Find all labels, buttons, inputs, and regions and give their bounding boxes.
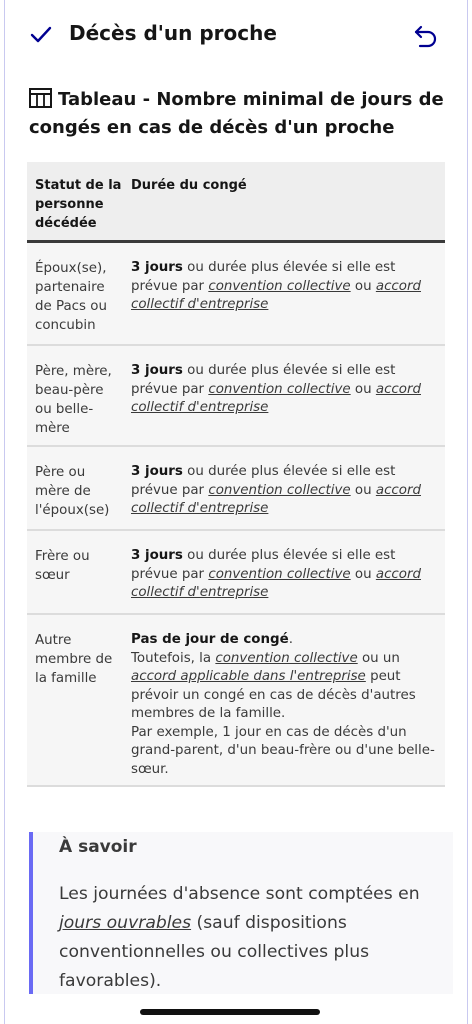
table-row <box>27 447 445 531</box>
convention-collective-link[interactable]: convention collective <box>208 482 351 498</box>
table-row <box>27 615 445 787</box>
table-heading-text: Tableau - Nombre minimal de jours de congés en cas de décès d'un proche <box>29 89 444 138</box>
column-header-status: Statut de la personne décédée <box>35 178 122 231</box>
duration-cell <box>131 362 443 418</box>
status-cell: Père, mère, beau-père ou belle-mère <box>35 364 112 436</box>
table-icon <box>29 88 52 108</box>
duration-value: Pas de jour de congé <box>131 632 289 647</box>
connector-text: ou <box>350 566 376 582</box>
table-header-row <box>27 162 445 243</box>
jours-ouvrables-link[interactable]: jours ouvrables <box>59 913 192 933</box>
callout-text <box>59 880 439 996</box>
app-frame <box>4 0 468 1024</box>
connector-text: ou <box>350 482 376 498</box>
duration-text: Toutefois, la <box>131 650 216 666</box>
connector-text: ou <box>350 381 376 397</box>
undo-icon[interactable] <box>413 22 439 48</box>
duration-text: peut prévoir un congé en cas de décès d'autres membres de la famille. <box>131 669 416 721</box>
accord-collectif-link[interactable]: accord collectif d'entreprise <box>131 566 421 600</box>
duration-value: 3 jours <box>131 363 183 378</box>
duration-value: 3 jours <box>131 548 183 563</box>
column-header-duration: Durée du congé <box>131 178 247 193</box>
status-cell: Époux(se), partenaire de Pacs ou concubin <box>35 261 107 333</box>
duration-cell <box>131 631 443 779</box>
accord-collectif-link[interactable]: accord collectif d'entreprise <box>131 278 421 312</box>
a-savoir-callout <box>29 832 453 994</box>
status-cell: Frère ou sœur <box>35 549 90 583</box>
home-indicator[interactable] <box>140 1009 320 1015</box>
duration-cell <box>131 463 443 519</box>
duration-cell <box>131 259 443 315</box>
accord-collectif-link[interactable]: accord collectif d'entreprise <box>131 482 421 516</box>
leave-table <box>27 162 445 787</box>
accord-collectif-link[interactable]: accord collectif d'entreprise <box>131 381 421 415</box>
duration-value: 3 jours <box>131 260 183 275</box>
duration-text: ou durée plus élevée si elle est prévue par <box>131 363 396 397</box>
table-row <box>27 531 445 615</box>
duration-value: 3 jours <box>131 464 183 479</box>
convention-collective-link[interactable]: convention collective <box>208 566 351 582</box>
connector-text: ou <box>350 278 376 294</box>
table-heading <box>29 86 449 142</box>
duration-cell <box>131 547 443 603</box>
header <box>5 0 467 72</box>
callout-text-part: Les journées d'absence sont comptées en <box>59 884 420 904</box>
duration-text: ou durée plus élevée si elle est prévue par <box>131 464 396 498</box>
table-row <box>27 243 445 346</box>
example-text: Par exemple, 1 jour en cas de décès d'un grand-parent, d'un beau-frère ou d'une belle-sœur. <box>131 724 435 777</box>
connector-text: ou un <box>357 650 400 666</box>
status-cell: Autre membre de la famille <box>35 633 113 686</box>
convention-collective-link[interactable]: convention collective <box>208 381 351 397</box>
duration-text: ou durée plus élevée si elle est prévue par <box>131 260 396 294</box>
table-row <box>27 346 445 447</box>
status-cell: Père ou mère de l'époux(se) <box>35 465 110 518</box>
page-title: Décès d'un proche <box>69 21 277 45</box>
callout-text-part: (sauf dispositions conventionnelles ou collectives plus favorables). <box>59 913 370 991</box>
convention-collective-link[interactable]: convention collective <box>215 650 358 666</box>
period-text: . <box>288 632 293 647</box>
callout-title: À savoir <box>59 837 137 857</box>
accord-applicable-link[interactable]: accord applicable dans l'entreprise <box>131 669 366 684</box>
convention-collective-link[interactable]: convention collective <box>208 278 351 294</box>
check-icon[interactable] <box>29 24 53 46</box>
duration-text: ou durée plus élevée si elle est prévue par <box>131 548 396 582</box>
